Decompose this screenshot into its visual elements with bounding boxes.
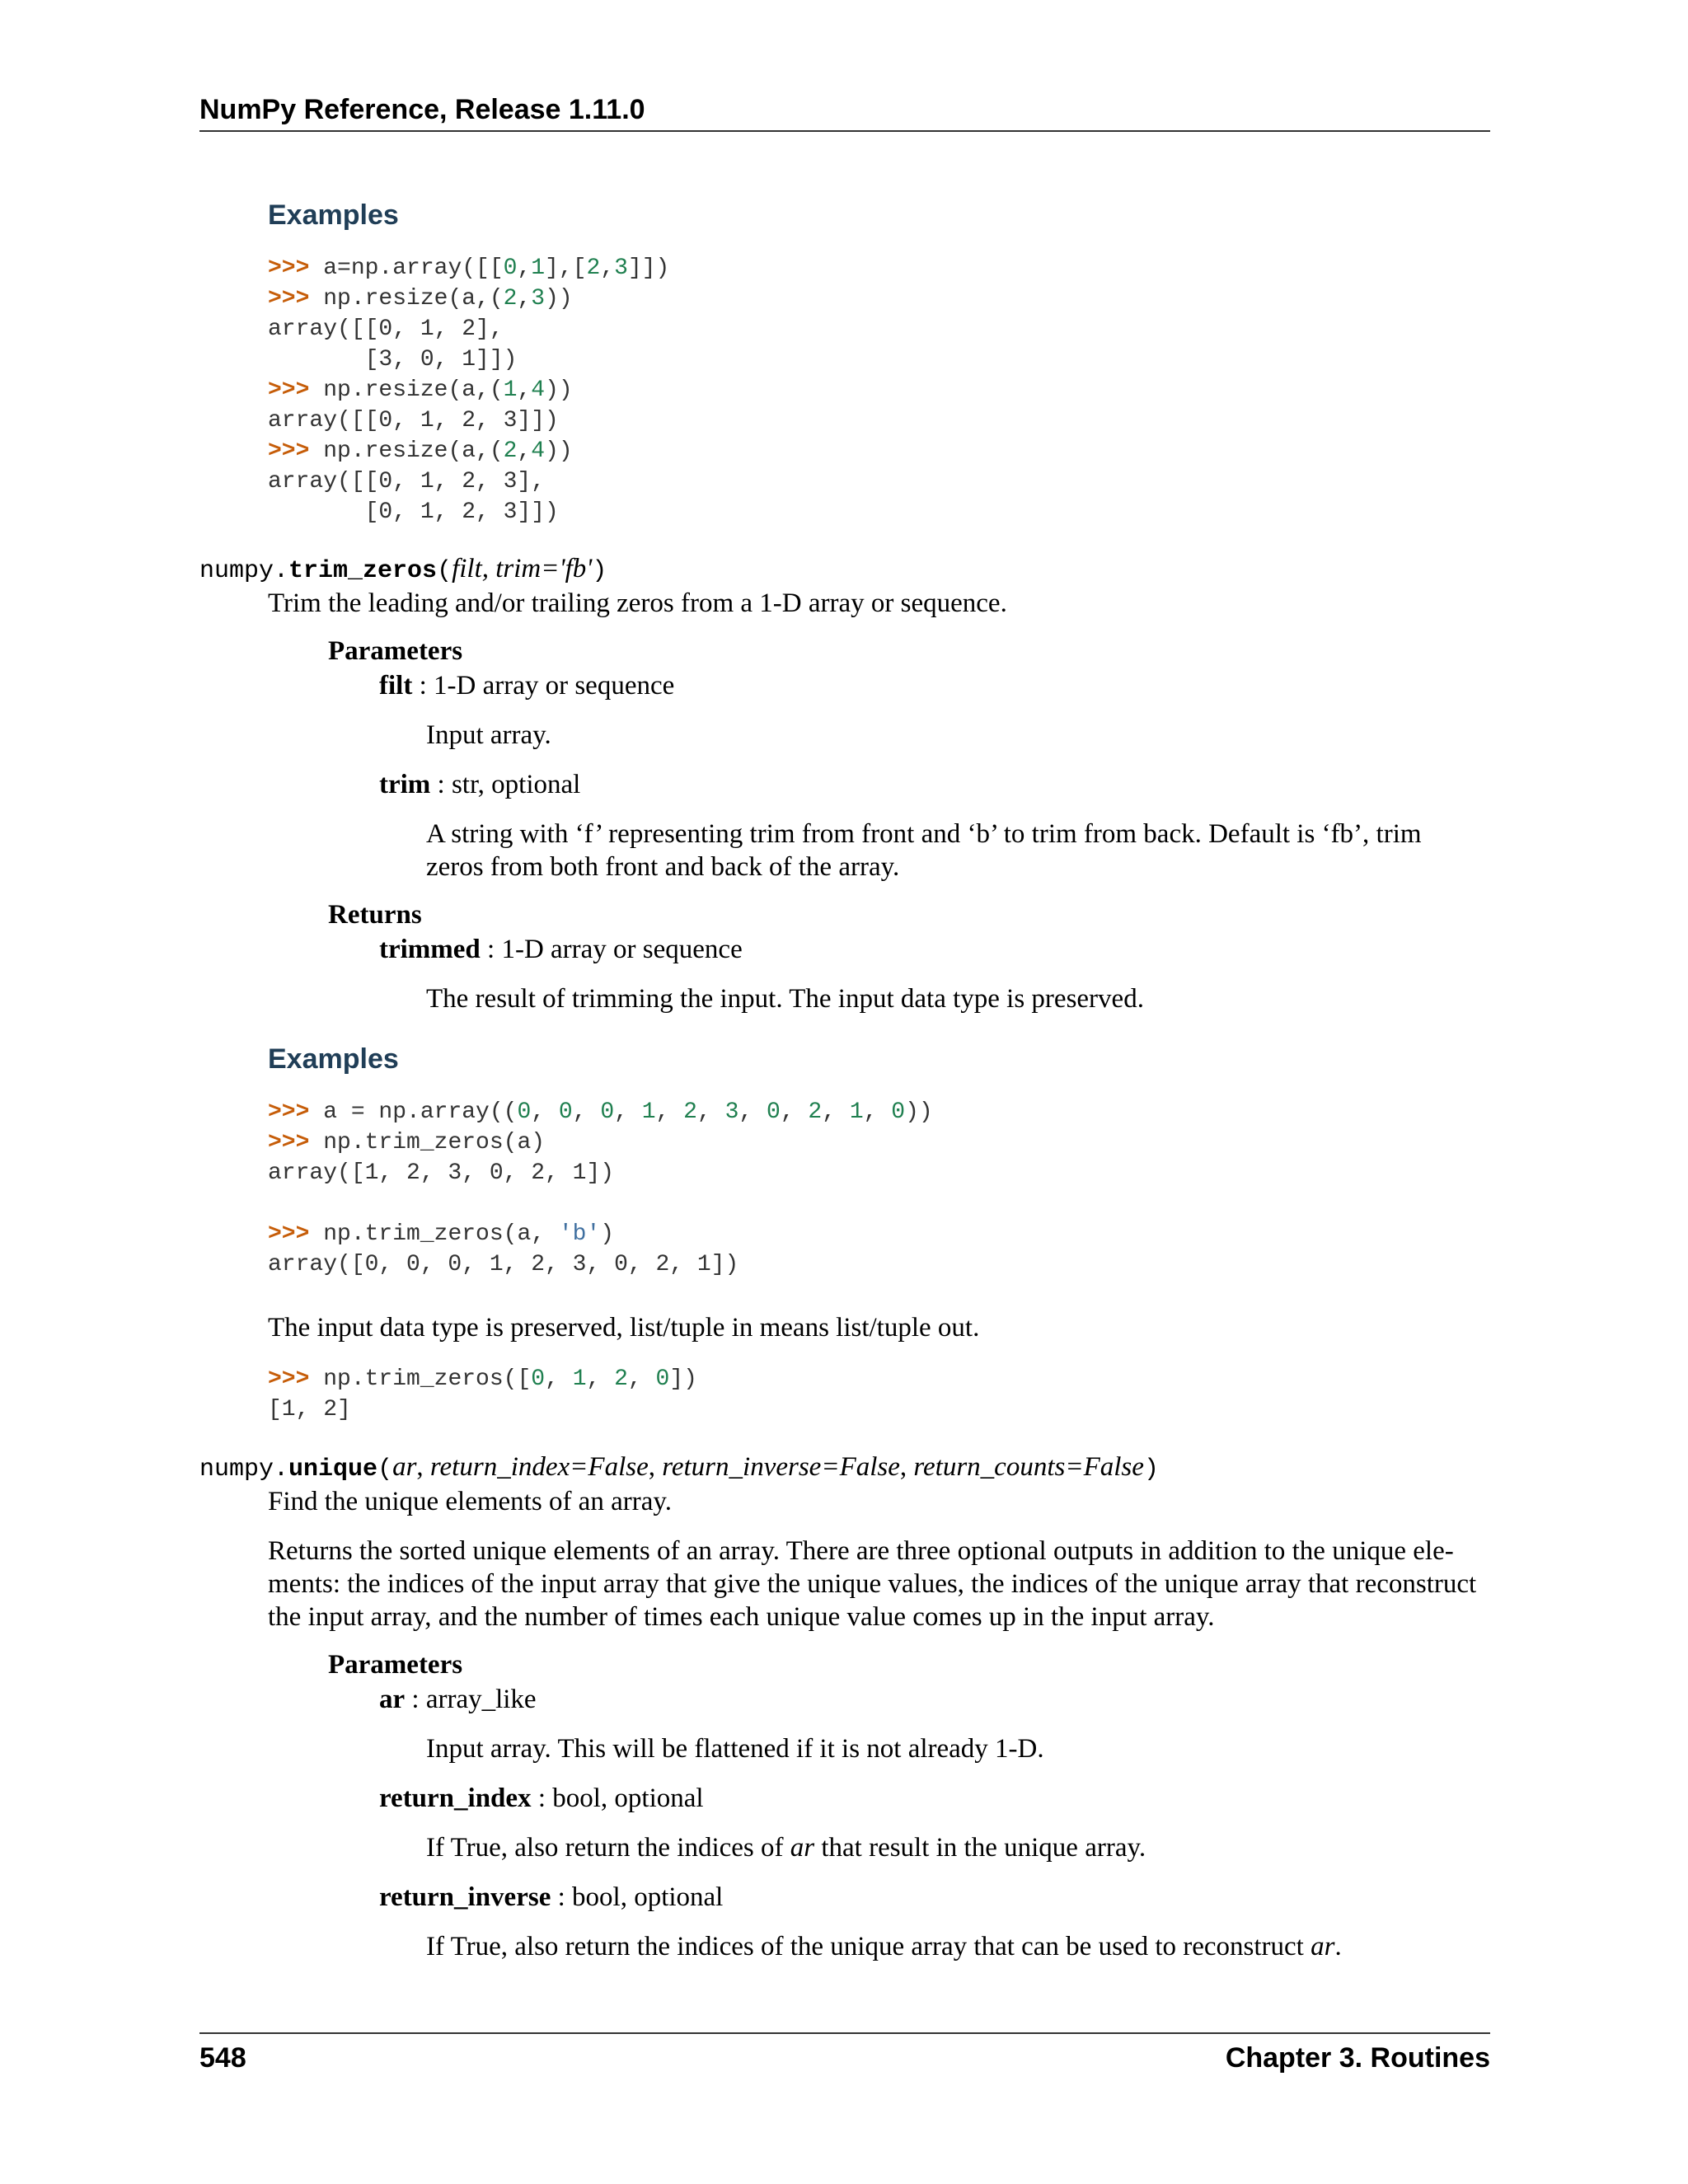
param-ar-name: ar bbox=[379, 1685, 406, 1714]
param-ar-desc: Input array. This will be flattened if it is not already 1-D. bbox=[426, 1734, 1044, 1764]
param-return-inverse-type: : bool, optional bbox=[551, 1882, 724, 1912]
param-return-index-type: : bool, optional bbox=[531, 1783, 704, 1813]
trim-zeros-examples-code bbox=[268, 1097, 933, 1280]
resize-code-line: [3, 0, 1]]) bbox=[268, 347, 518, 373]
unique-name: unique bbox=[288, 1455, 378, 1483]
param-return-inverse-desc-pre: If True, also return the indices of the unique array that can be used to reconstruct bbox=[426, 1932, 1311, 1961]
resize-code-line: >>> np.resize(a,(2,3)) bbox=[268, 286, 573, 312]
unique-desc-line-2: ments: the indices of the input array that give the unique values, the indices of the unique array that reconstruct bbox=[268, 1569, 1477, 1599]
unique-arg-return-counts: return_counts=False bbox=[913, 1452, 1144, 1482]
unique-comma-1: , bbox=[416, 1452, 430, 1482]
param-return-index-desc-it: ar bbox=[790, 1833, 815, 1863]
param-return-index bbox=[379, 1782, 704, 1815]
trim-code2-line: [1, 2] bbox=[268, 1397, 351, 1422]
param-trim-type: : str, optional bbox=[430, 770, 581, 799]
trim-zeros-name: trim_zeros bbox=[288, 557, 438, 585]
param-ar-type: : array_like bbox=[405, 1685, 537, 1714]
param-return-index-desc-post: that result in the unique array. bbox=[814, 1833, 1146, 1863]
unique-signature bbox=[199, 1452, 1159, 1483]
trim-zeros-note: The input data type is preserved, list/tuple in means list/tuple out. bbox=[268, 1313, 980, 1343]
param-return-inverse bbox=[379, 1881, 723, 1914]
trim-code-line bbox=[268, 1188, 933, 1219]
param-filt bbox=[379, 669, 674, 702]
param-return-inverse-desc bbox=[426, 1930, 1342, 1963]
chapter-title: Chapter 3. Routines bbox=[1225, 2042, 1490, 2074]
param-return-index-desc-pre: If True, also return the indices of bbox=[426, 1833, 790, 1863]
footer-rule bbox=[199, 2032, 1490, 2034]
resize-code-line: array([[0, 1, 2], bbox=[268, 316, 504, 342]
unique-arg-ar: ar bbox=[392, 1452, 417, 1482]
param-trim-name: trim bbox=[379, 770, 431, 799]
param-return-index-desc bbox=[426, 1831, 1146, 1864]
page-header-title: NumPy Reference, Release 1.11.0 bbox=[199, 94, 645, 125]
trim-zeros-args: filt, trim='fb' bbox=[452, 554, 593, 583]
resize-code-line: >>> np.resize(a,(1,4)) bbox=[268, 377, 573, 403]
param-ar bbox=[379, 1683, 537, 1716]
unique-module: numpy. bbox=[199, 1455, 289, 1483]
return-trimmed-type: : 1-D array or sequence bbox=[480, 935, 743, 964]
trim-code-line: >>> a = np.array((0, 0, 0, 1, 2, 3, 0, 2, 1, 0)) bbox=[268, 1099, 933, 1125]
resize-code-line: array([[0, 1, 2, 3]]) bbox=[268, 408, 559, 434]
trim-zeros-examples-heading: Examples bbox=[268, 1043, 399, 1075]
unique-comma-2: , bbox=[648, 1452, 663, 1482]
unique-summary: Find the unique elements of an array. bbox=[268, 1487, 672, 1516]
resize-examples-code bbox=[268, 253, 669, 527]
trim-code-line: array([1, 2, 3, 0, 2, 1]) bbox=[268, 1160, 615, 1186]
resize-code-line: >>> a=np.array([[0,1],[2,3]]) bbox=[268, 255, 670, 281]
trim-zeros-parameters-heading: Parameters bbox=[328, 636, 463, 666]
param-trim-desc: A string with ‘f’ representing trim from front and ‘b’ to trim from back. Default is ‘fb’, trim zeros from both front and back of the array. bbox=[426, 819, 1422, 882]
return-trimmed-desc: The result of trimming the input. The input data type is preserved. bbox=[426, 984, 1144, 1014]
unique-open-paren: ( bbox=[377, 1455, 393, 1483]
unique-comma-3: , bbox=[899, 1452, 914, 1482]
header-rule bbox=[199, 130, 1490, 132]
param-return-inverse-desc-it: ar bbox=[1311, 1932, 1335, 1961]
resize-code-line: >>> np.resize(a,(2,4)) bbox=[268, 438, 573, 464]
trim-code-line: >>> np.trim_zeros(a, 'b') bbox=[268, 1221, 615, 1247]
trim-zeros-examples-code-2 bbox=[268, 1364, 697, 1425]
page-number: 548 bbox=[199, 2042, 246, 2074]
unique-arg-return-inverse: return_inverse=False bbox=[662, 1452, 900, 1482]
unique-desc-line-1: Returns the sorted unique elements of an array. There are three optional outputs in addition to the unique ele- bbox=[268, 1536, 1454, 1566]
trim-zeros-open-paren: ( bbox=[437, 557, 452, 585]
trim-code-line: >>> np.trim_zeros(a) bbox=[268, 1130, 546, 1155]
param-filt-desc: Input array. bbox=[426, 720, 551, 750]
trim-zeros-module: numpy. bbox=[199, 557, 289, 585]
unique-desc-line-3: the input array, and the number of times each unique value comes up in the input array. bbox=[268, 1602, 1215, 1632]
param-return-inverse-desc-post: . bbox=[1334, 1932, 1342, 1961]
param-trim bbox=[379, 768, 580, 801]
trim-zeros-summary: Trim the leading and/or trailing zeros from a 1-D array or sequence. bbox=[268, 588, 1007, 618]
unique-close-paren: ) bbox=[1143, 1455, 1159, 1483]
param-filt-name: filt bbox=[379, 671, 413, 701]
return-trimmed bbox=[379, 933, 743, 966]
unique-arg-return-index: return_index=False bbox=[429, 1452, 649, 1482]
return-trimmed-name: trimmed bbox=[379, 935, 481, 964]
resize-examples-heading: Examples bbox=[268, 199, 399, 231]
trim-zeros-close-paren: ) bbox=[592, 557, 607, 585]
param-return-index-name: return_index bbox=[379, 1783, 532, 1813]
trim-code-line: array([0, 0, 0, 1, 2, 3, 0, 2, 1]) bbox=[268, 1252, 739, 1277]
resize-code-line: array([[0, 1, 2, 3], bbox=[268, 469, 546, 494]
trim-zeros-signature bbox=[199, 554, 607, 585]
unique-parameters-heading: Parameters bbox=[328, 1650, 463, 1680]
resize-code-line: [0, 1, 2, 3]]) bbox=[268, 499, 559, 525]
trim-zeros-returns-heading: Returns bbox=[328, 900, 422, 930]
param-filt-type: : 1-D array or sequence bbox=[412, 671, 675, 701]
param-return-inverse-name: return_inverse bbox=[379, 1882, 551, 1912]
trim-code2-line: >>> np.trim_zeros([0, 1, 2, 0]) bbox=[268, 1366, 697, 1392]
